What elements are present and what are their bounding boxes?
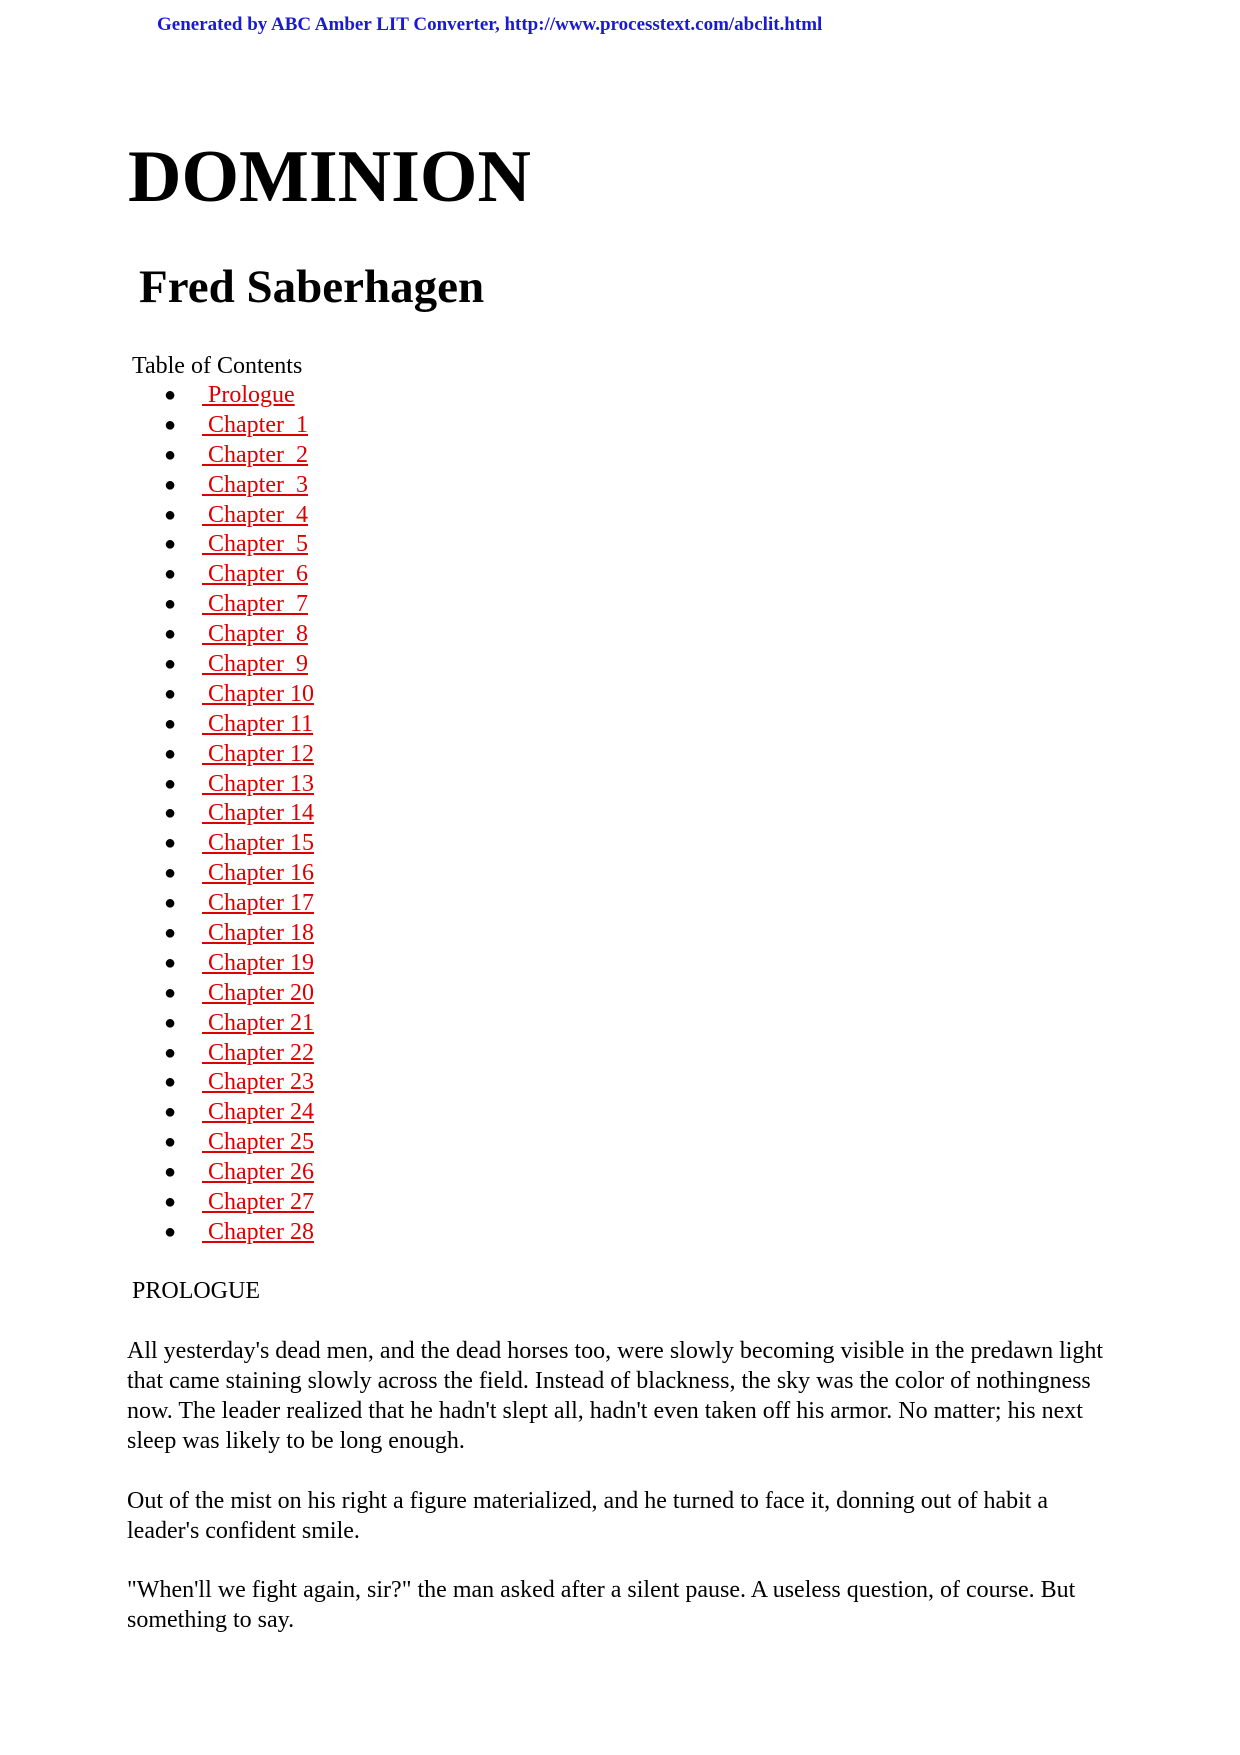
bullet-icon: ● <box>164 1071 177 1094</box>
bullet-icon: ● <box>164 563 177 586</box>
bullet-icon: ● <box>164 772 177 795</box>
bullet-icon: ● <box>164 384 177 406</box>
toc-link[interactable]: Chapter 27 <box>202 1189 314 1216</box>
toc-link[interactable]: Prologue <box>202 382 295 408</box>
bullet-icon: ● <box>164 802 177 825</box>
toc-link[interactable]: Chapter 2 <box>202 441 308 468</box>
bullet-icon: ● <box>164 951 177 974</box>
bullet-icon: ● <box>164 623 177 646</box>
prologue-paragraph-3: "When'll we fight again, sir?" the man asked after a silent pause. A useless question, of course. But something to say. <box>127 1577 1076 1633</box>
toc-link[interactable]: Chapter 17 <box>202 890 314 917</box>
bullet-icon: ● <box>164 922 177 945</box>
toc-link[interactable]: Chapter 10 <box>202 680 314 707</box>
bullet-icon: ● <box>164 1131 177 1154</box>
toc-link[interactable]: Chapter 6 <box>202 561 308 588</box>
bullet-icon: ● <box>164 1041 177 1064</box>
toc-link[interactable]: Chapter 25 <box>202 1129 314 1156</box>
bullet-icon: ● <box>164 1011 177 1034</box>
prologue-paragraph-2: Out of the mist on his right a figure materialized, and he turned to face it, donning out of habit a leader's confident smile. <box>127 1488 1049 1544</box>
bullet-icon: ● <box>164 862 177 885</box>
toc-link[interactable]: Chapter 3 <box>202 471 308 498</box>
toc-link[interactable]: Chapter 5 <box>202 531 308 558</box>
toc-link[interactable]: Chapter 23 <box>202 1069 314 1096</box>
bullet-icon: ● <box>164 593 177 616</box>
bullet-icon: ● <box>164 1220 177 1243</box>
bullet-icon: ● <box>164 1191 177 1214</box>
toc-link[interactable]: Chapter 7 <box>202 591 308 618</box>
toc-link[interactable]: Chapter 21 <box>202 1009 314 1036</box>
bullet-icon: ● <box>164 892 177 915</box>
bullet-icon: ● <box>164 413 177 436</box>
toc-link[interactable]: Chapter 28 <box>202 1218 314 1245</box>
book-author: Fred Saberhagen <box>139 261 485 313</box>
toc-link[interactable]: Chapter 26 <box>202 1159 314 1186</box>
toc-link[interactable]: Chapter 20 <box>202 979 314 1006</box>
bullet-icon: ● <box>164 742 177 765</box>
toc-link[interactable]: Chapter 12 <box>202 740 314 767</box>
toc-link[interactable]: Chapter 8 <box>202 621 308 648</box>
bullet-icon: ● <box>164 981 177 1004</box>
generator-link[interactable]: Generated by ABC Amber LIT Converter, http://www.processtext.com/abclit.html <box>157 14 823 35</box>
toc-link[interactable]: Chapter 24 <box>202 1099 314 1126</box>
bullet-icon: ● <box>164 1161 177 1184</box>
toc-link[interactable]: Chapter 15 <box>202 830 314 857</box>
prologue-heading: PROLOGUE <box>132 1278 261 1304</box>
bullet-icon: ● <box>164 653 177 676</box>
prologue-paragraph-1: All yesterday's dead men, and the dead horses too, were slowly becoming visible in the predawn light that came staining slowly across the field. Instead of blackness, the sky was the color of nothingness now. The leader realized that he hadn't slept all, hadn't even taken off his armor. No matter; his next sleep was likely to be long enough. <box>127 1338 1104 1454</box>
toc-link[interactable]: Chapter 18 <box>202 920 314 947</box>
toc-link[interactable]: Chapter 14 <box>202 800 314 827</box>
bullet-icon: ● <box>164 682 177 705</box>
toc-link[interactable]: Chapter 16 <box>202 860 314 887</box>
bullet-icon: ● <box>164 1101 177 1124</box>
toc-link[interactable]: Chapter 19 <box>202 949 314 976</box>
toc-link[interactable]: Chapter 1 <box>202 411 308 438</box>
bullet-icon: ● <box>164 443 177 466</box>
toc-heading: Table of Contents <box>132 353 303 379</box>
bullet-icon: ● <box>164 503 177 526</box>
bullet-icon: ● <box>164 533 177 556</box>
bullet-icon: ● <box>164 473 177 496</box>
bullet-icon: ● <box>164 712 177 735</box>
toc-link[interactable]: Chapter 11 <box>202 710 314 737</box>
toc-link[interactable]: Chapter 9 <box>202 651 308 678</box>
toc-link[interactable]: Chapter 13 <box>202 770 314 797</box>
bullet-icon: ● <box>164 832 177 855</box>
toc-link[interactable]: Chapter 22 <box>202 1039 314 1066</box>
toc-link[interactable]: Chapter 4 <box>202 501 308 528</box>
book-title: DOMINION <box>128 136 531 218</box>
